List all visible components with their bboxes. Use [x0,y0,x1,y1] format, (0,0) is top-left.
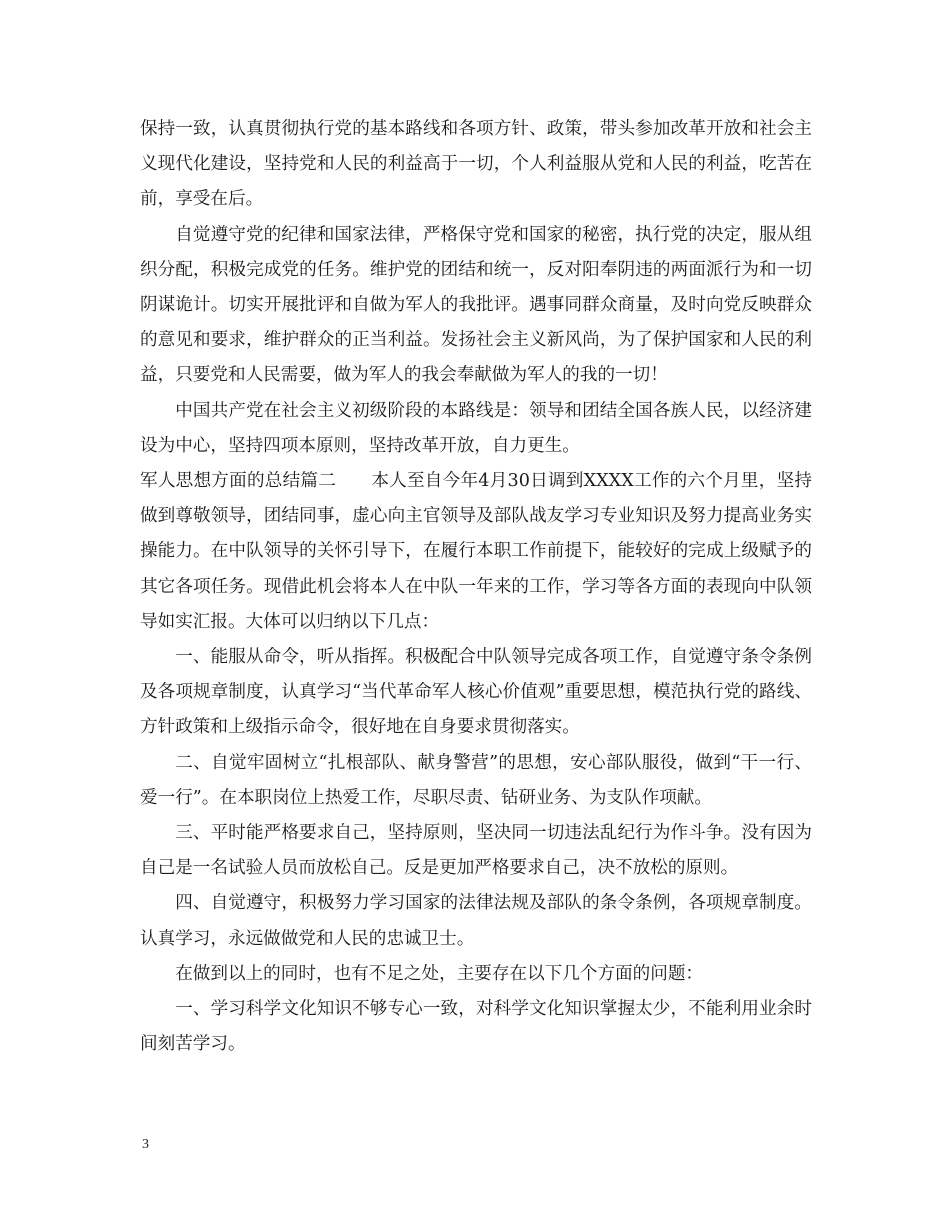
paragraph-continuation: 保持一致，认真贯彻执行党的基本路线和各项方针、政策，带头参加改革开放和社会主义现代化建设，坚持党和人民的利益高于一切，个人利益服从党和人民的利益，吃苦在前，享受在后。 [140,119,812,210]
section-heading: 军人思想方面的总结篇二 [140,471,337,492]
section-intro-text: 本人至自今年4月30日调到XXXX工作的六个月里，坚持做到尊敬领导，团结同事，虚心向主官领导及部队战友学习专业知识及努力提高业务实操能力。在中队领导的关怀引导下，在履行本职工作前提下，能较好的完成上级赋予的其它各项任务。现借此机会将本人在中队一年来的工作，学习等各方面的表现向中队领导如实汇报。大体可以归纳以下几点： [140,471,812,632]
page-number: 3 [142,1137,149,1152]
paragraph-point-four: 四、自觉遵守，积极努力学习国家的法律法规及部队的条令条例，各项规章制度。认真学习，永远做做党和人民的忠诚卫士。 [140,893,812,949]
paragraph-point-one: 一、能服从命令，听从指挥。积极配合中队领导完成各项工作，自觉遵守条令条例及各项规章制度，认真学习“当代革命军人核心价值观”重要思想，模范执行党的路线、方针政策和上级指示命令，很好地在自身要求贯彻落实。 [140,647,812,738]
paragraph-section-two [140,464,812,640]
paragraph-basic-line: 中国共产党在社会主义初级阶段的本路线是：领导和团结全国各族人民，以经济建设为中心，坚持四项本原则，坚持改革开放，自力更生。 [140,400,812,456]
document-body [140,112,812,1062]
paragraph-shortcoming-one: 一、学习科学文化知识不够专心一致，对科学文化知识掌握太少，不能利用业余时间刻苦学习。 [140,999,812,1055]
paragraph-shortcomings-intro: 在做到以上的同时，也有不足之处，主要存在以下几个方面的问题： [175,963,704,984]
paragraph-point-two: 二、自觉牢固树立“扎根部队、献身警营”的思想，安心部队服役，做到“干一行、爱一行”。在本职岗位上热爱工作，尽职尽责、钻研业务、为支队作项献。 [140,752,812,808]
paragraph-discipline: 自觉遵守党的纪律和国家法律，严格保守党和国家的秘密，执行党的决定，服从组织分配，积极完成党的任务。维护党的团结和统一，反对阳奉阴违的两面派行为和一切阴谋诡计。切实开展批评和自做为军人的我批评。遇事同群众商量，及时向党反映群众的意见和要求，维护群众的正当利益。发扬社会主义新风尚，为了保护国家和人民的利益，只要党和人民需要，做为军人的我会奉献做为军人的我的一切！ [140,224,812,386]
paragraph-point-three: 三、平时能严格要求自己，坚持原则，坚决同一切违法乱纪行为作斗争。没有因为自己是一名试验人员而放松自己。反是更加严格要求自己，决不放松的原则。 [140,823,812,879]
